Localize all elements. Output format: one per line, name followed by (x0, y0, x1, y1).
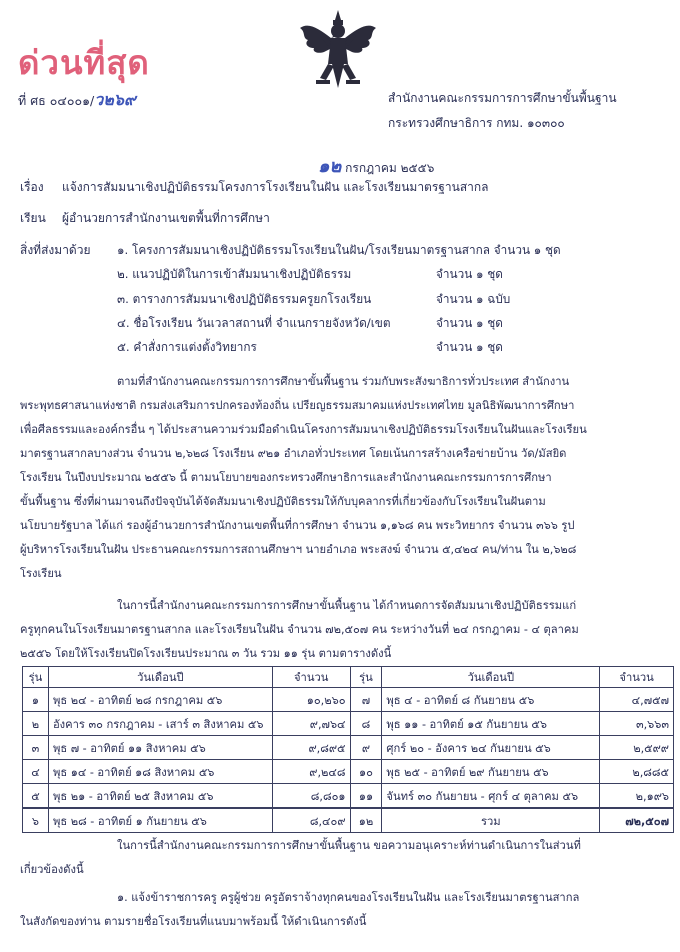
cell-dates: พุธ ๒๕ - อาทิตย์ ๒๙ กันยายน ๕๖ (382, 760, 600, 784)
table-row (23, 712, 674, 736)
enclosure-item: ๔. ชื่อโรงเรียน วันเวลาสถานที่ จำแนกรายจังหวัด/เขต (117, 316, 391, 330)
cell-batch: ๗ (350, 688, 382, 712)
cell-batch: ๓ (23, 736, 49, 760)
body-line: ครูทุกคนในโรงเรียนมาตรฐานสากล และโรงเรียนในฝัน จำนวน ๗๒,๕๐๗ คน ระหว่างวันที่ ๒๔ กรกฎาคม - ๔ ตุลาคม (20, 623, 579, 636)
cell-count: ๒,๑๙๖ (600, 784, 674, 809)
cell-count: ๑๐,๒๖๐ (272, 688, 350, 712)
body-line: ขั้นพื้นฐาน ซึ่งที่ผ่านมาจนถึงปัจจุบันได้จัดสัมมนาเชิงปฏิบัติธรรมให้กับบุคลากรที่เกี่ยวข้องกับโรงเรียนในฝันตาม (20, 495, 546, 508)
body-line: เพื่อศีลธรรมและองค์กรอื่น ๆ ได้ประสานความร่วมมือดำเนินโครงการสัมมนาเชิงปฏิบัติธรรมโรงเรียนในฝันและโรงเรียน (20, 423, 587, 436)
total-value: ๗๒,๕๐๗ (600, 808, 674, 833)
enclosure-quantity: จำนวน ๑ ชุด (436, 316, 503, 330)
cell-batch: ๖ (23, 808, 49, 833)
office-address: กระทรวงศึกษาธิการ กทม. ๑๐๓๐๐ (388, 116, 565, 130)
cell-batch: ๕ (23, 784, 49, 809)
document-number (18, 88, 136, 113)
body-line: ๒๕๕๖ โดยให้โรงเรียนปิดโรงเรียนประมาณ ๓ วัน รวม ๑๑ รุ่น ตามตารางดังนี้ (20, 647, 392, 660)
cell-batch: ๑ (23, 688, 49, 712)
cell-count: ๘,๘๐๑ (272, 784, 350, 809)
table-row-total (23, 808, 674, 833)
enclosure-item: ๑. โครงการสัมมนาเชิงปฏิบัติธรรมโรงเรียนในฝัน/โรงเรียนมาตรฐานสากล จำนวน ๑ ชุด (117, 243, 561, 257)
cell-count: ๒,๘๘๕ (600, 760, 674, 784)
table-row (23, 736, 674, 760)
enclosure-quantity: จำนวน ๑ ชุด (436, 267, 503, 281)
cell-batch: ๘ (350, 712, 382, 736)
cell-count: ๙,๘๙๕ (272, 736, 350, 760)
body-line: ในสังกัดของท่าน ตามรายชื่อโรงเรียนที่แนบมาพร้อมนี้ ให้ดำเนินการดังนี้ (20, 915, 367, 928)
cell-count: ๔,๗๕๗ (600, 688, 674, 712)
cell-dates: พุธ ๑๔ - อาทิตย์ ๑๘ สิงหาคม ๕๖ (48, 760, 272, 784)
cell-dates: พุธ ๔ - อาทิตย์ ๘ กันยายน ๕๖ (382, 688, 600, 712)
subject-label: เรื่อง (20, 180, 44, 194)
body-line: เกี่ยวข้องดังนี้ (20, 863, 84, 876)
body-line: นโยบายรัฐบาล ได้แก่ รองผู้อำนวยการสำนักงานเขตพื้นที่การศึกษา จำนวน ๑,๑๖๘ คน พระวิทยากร จำนวน ๓๖๖ รูป (20, 519, 575, 532)
cell-batch: ๒ (23, 712, 49, 736)
cell-count: ๓,๖๖๓ (600, 712, 674, 736)
cell-batch: ๑๒ (350, 808, 382, 833)
cell-dates: พุธ ๒๑ - อาทิตย์ ๒๕ สิงหาคม ๕๖ (48, 784, 272, 809)
cell-dates: พุธ ๒๔ - อาทิตย์ ๒๘ กรกฎาคม ๕๖ (48, 688, 272, 712)
enclosures-label: สิ่งที่ส่งมาด้วย (20, 243, 91, 257)
cell-batch: ๙ (350, 736, 382, 760)
enclosure-quantity: จำนวน ๑ ฉบับ (436, 292, 511, 306)
schedule-table (22, 666, 674, 833)
enclosure-item: ๒. แนวปฏิบัติในการเข้าสัมมนาเชิงปฏิบัติธรรม (117, 267, 352, 281)
cell-dates: ศุกร์ ๒๐ - อังคาร ๒๔ กันยายน ๕๖ (382, 736, 600, 760)
subject-text: แจ้งการสัมมนาเชิงปฏิบัติธรรมโครงการโรงเรียนในฝัน และโรงเรียนมาตรฐานสากล (62, 180, 489, 194)
table-header-row (23, 667, 674, 688)
document-date (318, 151, 434, 180)
body-line: โรงเรียน (20, 567, 62, 580)
cell-batch: ๑๐ (350, 760, 382, 784)
to-label: เรียน (20, 211, 46, 225)
garuda-emblem-icon (298, 8, 378, 94)
column-header-batch: รุ่น (23, 667, 49, 688)
cell-count: ๙,๗๖๔ (272, 712, 350, 736)
body-line: พระพุทธศาสนาแห่งชาติ กรมส่งเสริมการปกครองท้องถิ่น เปรียญธรรมสมาคมแห่งประเทศไทย มูลนิธิพัฒนาการศึกษา (20, 399, 575, 412)
enclosure-quantity: จำนวน ๑ ชุด (436, 340, 503, 354)
cell-dates: พุธ ๗ - อาทิตย์ ๑๑ สิงหาคม ๕๖ (48, 736, 272, 760)
column-header-batch: รุ่น (350, 667, 382, 688)
document-number-prefix: ที่ ศธ ๐๔๐๐๑/ (18, 93, 95, 108)
cell-dates: พุธ ๑๑ - อาทิตย์ ๑๕ กันยายน ๕๖ (382, 712, 600, 736)
enclosure-item: ๓. ตารางการสัมมนาเชิงปฏิบัติธรรมครูยกโรงเรียน (117, 292, 372, 306)
column-header-dates: วันเดือนปี (48, 667, 272, 688)
date-month-year: กรกฎาคม ๒๕๕๖ (345, 161, 435, 175)
table-row (23, 784, 674, 809)
to-text: ผู้อำนวยการสำนักงานเขตพื้นที่การศึกษา (62, 211, 270, 225)
cell-dates: อังคาร ๓๐ กรกฎาคม - เสาร์ ๓ สิงหาคม ๕๖ (48, 712, 272, 736)
office-name: สำนักงานคณะกรรมการการศึกษาขั้นพื้นฐาน (388, 91, 617, 105)
body-line: ผู้บริหารโรงเรียนในฝัน ประธานคณะกรรมการสถานศึกษาฯ นายอำเภอ พระสงฆ์ จำนวน ๕,๔๒๔ คน/ท่าน ใน ๒,๖๒๘ (20, 543, 577, 556)
enclosure-item: ๕. คำสั่งการแต่งตั้งวิทยากร (117, 340, 257, 354)
cell-count: ๒,๕๙๙ (600, 736, 674, 760)
column-header-count: จำนวน (600, 667, 674, 688)
cell-batch: ๑๑ (350, 784, 382, 809)
body-line: ๑. แจ้งข้าราชการครู ครูผู้ช่วย ครูอัตราจ้างทุกคนของโรงเรียนในฝัน และโรงเรียนมาตรฐานสากล (117, 891, 580, 904)
column-header-count: จำนวน (272, 667, 350, 688)
body-line: ตามที่สำนักงานคณะกรรมการการศึกษาขั้นพื้นฐาน ร่วมกับพระสังฆาธิการทั่วประเทศ สำนักงาน (117, 375, 570, 388)
cell-count: ๙,๒๔๘ (272, 760, 350, 784)
column-header-dates: วันเดือนปี (382, 667, 600, 688)
date-day-handwritten: ๑๒ (318, 156, 342, 177)
body-line: ในการนี้สำนักงานคณะกรรมการการศึกษาขั้นพื้นฐาน ได้กำหนดการจัดสัมมนาเชิงปฏิบัติธรรมแก่ (117, 599, 577, 612)
body-line: โรงเรียน ในปีงบประมาณ ๒๕๕๖ นี้ ตามนโยบายของกระทรวงศึกษาธิการและสำนักงานคณะกรรมการการศึกษา (20, 471, 552, 484)
cell-dates: จันทร์ ๓๐ กันยายน - ศุกร์ ๔ ตุลาคม ๕๖ (382, 784, 600, 809)
body-line: ในการนี้สำนักงานคณะกรรมการการศึกษาขั้นพื้นฐาน ขอความอนุเคราะห์ท่านดำเนินการในส่วนที่ (117, 839, 581, 852)
cell-dates: พุธ ๒๘ - อาทิตย์ ๑ กันยายน ๕๖ (48, 808, 272, 833)
document-number-handwritten: ว๒๖๙ (94, 90, 136, 109)
table-row (23, 688, 674, 712)
cell-count: ๘,๔๐๙ (272, 808, 350, 833)
total-label: รวม (382, 808, 600, 833)
table-row (23, 760, 674, 784)
body-line: มาตรฐานสากลบางส่วน จำนวน ๒,๖๒๘ โรงเรียน ๙๒๑ อำเภอทั่วประเทศ โดยเน้นการสร้างเครือข่ายบ้าน วัด/มัสยิด (20, 447, 567, 460)
urgency-stamp: ด่วนที่สุด (18, 43, 150, 82)
cell-batch: ๔ (23, 760, 49, 784)
